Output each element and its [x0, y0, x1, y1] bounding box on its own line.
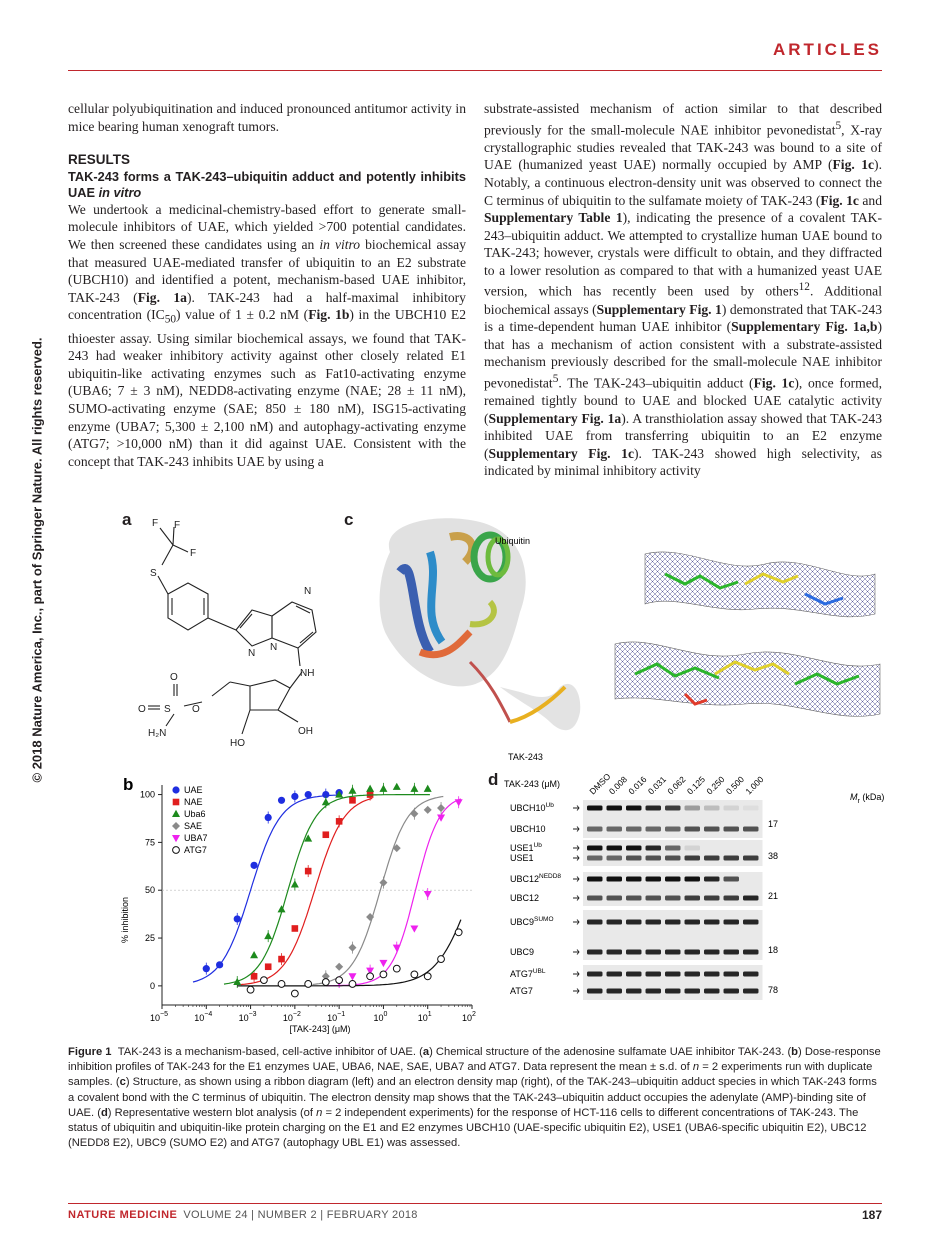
- atom-ho: HO: [230, 738, 245, 749]
- footer-rule: [68, 1203, 882, 1204]
- data-point: [278, 956, 285, 963]
- data-point: [292, 925, 299, 932]
- figure-caption: Figure 1 TAK-243 is a mechanism-based, cell-active inhibitor of UAE. (a) Chemical structure of the adenosine sulfamate UAE inhibitor TAK-243. (b) Dose-response inhibition profiles of TAK-243 for the E1 enzymes UAE, UBA6, NAE, SAE, UBA7 and ATG7. Data represent the mean ± s.d. of n = 2 experiments run with duplicate samples. (c) Structure, as shown using a ribbon diagram (left) and an electron density map (right), of the TAK-243–ubiquitin adduct species in which TAK-243 forms a covalent bond with the C terminus of ubiquitin. The electron density map shows that the TAK-243–ubiquitin adduct occupies the adenylate (AMP)-binding site of UAE. (d) Representative western blot analysis (of n = 2 independent experiments) for the response of HCT-116 cells to different concentrations of TAK-243. The status of ubiquitin and ubiquitin-like protein charging on the E1 and E2 enzymes UBCH10 (UAE-specific ubiquitin E2), USE1 (UBA6-specific ubiquitin E2), UBC12 (NEDD8 E2), UBC9 (SUMO E2) and ATG7 (autophagy UBL E1) was assessed.: [68, 1046, 881, 1150]
- data-point: [247, 986, 254, 993]
- data-point: [380, 971, 387, 978]
- left-column: [68, 100, 466, 470]
- band: [743, 827, 759, 832]
- western-blot: [500, 760, 885, 1000]
- band: [607, 920, 623, 925]
- band: [646, 856, 662, 861]
- data-point: [455, 799, 463, 806]
- arrow-icon: [573, 877, 579, 882]
- data-point: [393, 783, 401, 790]
- blot-row-label: $UBC9^{SUMO}$: [510, 916, 554, 927]
- header-rule: [68, 70, 882, 71]
- data-point: [305, 791, 312, 798]
- data-point: [173, 799, 180, 806]
- legend-item: [172, 809, 206, 819]
- atom-f1: F: [152, 518, 159, 529]
- data-point: [336, 818, 343, 825]
- panel-d-letter: d: [488, 770, 499, 789]
- blot-row-label: UBC12: [510, 893, 540, 903]
- atom-f2: F: [174, 520, 181, 531]
- blot-row-label: USE1: [510, 853, 534, 863]
- band: [724, 877, 740, 882]
- x-tick-label: $10^0$: [373, 1011, 388, 1023]
- atom-n3: N: [270, 642, 278, 653]
- x-tick-label: $10^{-3}$: [238, 1011, 257, 1023]
- data-point: [234, 915, 241, 922]
- data-point: [323, 831, 330, 838]
- journal-name: NATURE MEDICINE: [68, 1209, 178, 1221]
- data-point: [265, 814, 272, 821]
- legend-label: UBA7: [184, 833, 208, 843]
- lane-label: DMSO: [587, 771, 613, 797]
- subheading-italic: in vitro: [95, 184, 142, 200]
- atom-n1: N: [304, 586, 312, 597]
- arrow-icon: [573, 989, 579, 994]
- mw-marker: 38: [768, 851, 779, 861]
- data-point: [410, 785, 418, 792]
- legend-label: Uba6: [184, 809, 206, 819]
- band: [685, 989, 701, 994]
- lane-label: 0.031: [645, 774, 668, 797]
- band: [665, 827, 681, 832]
- mw-marker: 18: [768, 945, 779, 955]
- results-heading: RESULTS: [68, 152, 131, 168]
- blot-row-label: ATG7: [510, 986, 533, 996]
- data-point: [336, 977, 343, 984]
- data-point: [322, 979, 329, 986]
- blot-panel: [583, 840, 763, 866]
- band: [704, 856, 720, 861]
- data-point: [305, 981, 312, 988]
- panel-a-letter: a: [122, 510, 132, 529]
- blot-row-label: UBC9: [510, 947, 535, 957]
- band: [665, 896, 681, 901]
- data-point: [305, 868, 312, 875]
- blot-panel: [583, 965, 763, 1000]
- band: [704, 896, 720, 901]
- band: [665, 806, 681, 811]
- dose-response-chart: [110, 770, 480, 1040]
- band: [724, 920, 740, 925]
- atom-nh: NH: [300, 668, 315, 679]
- atom-h2n: H₂N: [148, 728, 167, 739]
- band: [626, 827, 642, 832]
- data-point: [251, 973, 258, 980]
- arrow-icon: [573, 950, 579, 955]
- data-point: [265, 963, 272, 970]
- x-tick-label: $10^1$: [417, 1011, 432, 1023]
- data-point: [291, 793, 298, 800]
- arrow-icon: [573, 806, 579, 811]
- band: [607, 877, 623, 882]
- x-tick-label: $10^{-4}$: [194, 1011, 213, 1023]
- x-axis-label: [TAK-243] (μM): [289, 1024, 351, 1034]
- arrow-icon: [573, 920, 579, 925]
- band: [665, 920, 681, 925]
- data-point: [348, 973, 356, 980]
- band: [704, 806, 720, 811]
- legend-label: ATG7: [184, 845, 207, 855]
- arrow-icon: [573, 856, 579, 861]
- band: [665, 877, 681, 882]
- band: [607, 827, 623, 832]
- mw-marker: 17: [768, 819, 779, 829]
- band: [724, 896, 740, 901]
- band: [724, 806, 740, 811]
- data-point: [250, 951, 258, 958]
- page-number: 187: [861, 1208, 882, 1222]
- band: [704, 950, 720, 955]
- band: [743, 806, 759, 811]
- band: [685, 896, 701, 901]
- data-point: [379, 785, 387, 792]
- series-uae: [193, 789, 343, 982]
- band: [685, 972, 701, 977]
- data-point: [424, 785, 432, 792]
- band: [685, 846, 701, 851]
- data-point: [393, 965, 400, 972]
- band: [587, 896, 603, 901]
- lane-label: 0.250: [704, 774, 727, 797]
- section-header: ARTICLES: [773, 40, 882, 59]
- x-tick-label: $10^2$: [462, 1011, 476, 1023]
- band: [607, 972, 623, 977]
- band: [626, 920, 642, 925]
- data-point: [278, 905, 286, 912]
- band: [685, 806, 701, 811]
- atom-o2: O: [138, 704, 146, 715]
- band: [665, 950, 681, 955]
- y-tick-label: 0: [149, 980, 155, 991]
- band: [665, 856, 681, 861]
- data-point: [172, 835, 180, 842]
- arrow-icon: [573, 827, 579, 832]
- panel-b-letter: b: [123, 775, 134, 794]
- data-point: [348, 944, 356, 952]
- x-tick-label: $10^{-5}$: [150, 1011, 168, 1023]
- band: [724, 989, 740, 994]
- legend-label: UAE: [184, 785, 203, 795]
- atom-s2: S: [164, 704, 171, 715]
- ubiquitin-label: Ubiquitin: [495, 536, 531, 546]
- band: [646, 806, 662, 811]
- band: [646, 896, 662, 901]
- data-point: [411, 971, 418, 978]
- band: [587, 856, 603, 861]
- band: [587, 920, 603, 925]
- mr-label: $M_r$ (kDa): [850, 792, 885, 805]
- band: [626, 972, 642, 977]
- data-point: [216, 961, 223, 968]
- data-point: [278, 981, 285, 988]
- caption-label: Figure 1: [68, 1046, 112, 1058]
- legend-item: [172, 833, 208, 843]
- subheading-text: TAK-243 forms a TAK-243–ubiquitin adduct and potently inhibits UAE: [68, 168, 466, 200]
- data-point: [264, 932, 272, 939]
- band: [724, 950, 740, 955]
- series-uba6: [224, 783, 432, 988]
- y-tick-label: 75: [144, 837, 155, 848]
- data-point: [172, 786, 179, 793]
- right-paragraph: substrate-assisted mechanism of action similar to that described previously for the small-molecule NAE inhibitor pevonedistat$^5$, X-ray crystallographic studies revealed that TAK-243 was bound to a site of UAE (humanized yeast UAE) normally occupied by AMP (Fig. 1c). Notably, a continuous electron-density unit was observed to connect the C terminus of ubiquitin to the sulfamate moiety of TAK-243 (Fig. 1c and Supplementary Table 1), indicating the presence of a covalent TAK-243–ubiquitin adduct. We attempted to crystallize human UAE bound to TAK-243; however, crystals were difficult to obtain, and they diffracted to a lower resolution as compared to that with a humanized yeast UAE version, which has recently been used by others$^{12}$. Additional biochemical assays (Supplementary Fig. 1) demonstrated that TAK-243 is a time-dependent human UAE inhibitor (Supplementary Fig. 1a,b) that has a mechanism of action consistent with a substrate-assisted mechanism previously described for the small-molecule NAE inhibitor pevonedistat$^5$. The TAK-243–ubiquitin adduct (Fig. 1c), once formed, remained tightly bound to UAE and blocked UAE catalytic activity (Supplementary Fig. 1a). A transthiolation assay showed that TAK-243 inhibited UAE from transferring ubiquitin to an E2 enzyme (Supplementary Fig. 1c). TAK-243 showed high selectivity, as indicated by minimal inhibitory activity: [484, 101, 883, 479]
- legend-label: SAE: [184, 821, 203, 831]
- band: [646, 950, 662, 955]
- band: [685, 920, 701, 925]
- series-atg7: [237, 920, 462, 997]
- data-point: [379, 960, 387, 967]
- band: [646, 989, 662, 994]
- data-point: [366, 785, 374, 792]
- data-point: [172, 822, 180, 830]
- chemical-structure: [130, 510, 345, 750]
- series-nae: [241, 789, 374, 985]
- band: [587, 972, 603, 977]
- conc-label: TAK-243 (μM): [504, 779, 561, 789]
- y-tick-label: 100: [139, 789, 155, 800]
- tak243-label: TAK-243: [508, 752, 543, 762]
- data-point: [291, 880, 299, 887]
- data-point: [455, 929, 462, 936]
- band: [626, 877, 642, 882]
- data-point: [424, 891, 432, 898]
- data-point: [367, 973, 374, 980]
- data-point: [203, 965, 210, 972]
- ribbon-diagram: [360, 512, 600, 767]
- mw-marker: 21: [768, 891, 779, 901]
- band: [724, 827, 740, 832]
- band: [607, 896, 623, 901]
- band: [626, 989, 642, 994]
- band: [587, 846, 603, 851]
- band: [685, 856, 701, 861]
- subheading: [68, 169, 466, 201]
- band: [704, 989, 720, 994]
- lane-label: 0.062: [665, 774, 688, 797]
- band: [685, 877, 701, 882]
- x-tick-label: $10^{-2}$: [282, 1011, 301, 1023]
- band: [626, 896, 642, 901]
- blot-row-label: $UBCH10^{Ub}$: [510, 802, 554, 813]
- lane-label: 0.008: [606, 774, 629, 797]
- band: [724, 972, 740, 977]
- atom-oh: OH: [298, 726, 313, 737]
- band: [626, 806, 642, 811]
- panel-c-letter: c: [344, 510, 354, 529]
- band: [743, 856, 759, 861]
- band: [743, 896, 759, 901]
- arrow-icon: [573, 972, 579, 977]
- band: [646, 972, 662, 977]
- band: [607, 989, 623, 994]
- fit-curve: [193, 795, 341, 982]
- blot-row-label: UBCH10: [510, 824, 546, 834]
- legend-item: [172, 821, 202, 831]
- blot-row-label: $USE1^{Ub}$: [510, 842, 542, 853]
- band: [665, 972, 681, 977]
- band: [626, 856, 642, 861]
- band: [607, 846, 623, 851]
- band: [704, 920, 720, 925]
- blot-row-label: $ATG7^{UBL}$: [510, 968, 546, 979]
- fit-curve: [241, 798, 372, 984]
- y-tick-label: 25: [144, 933, 155, 944]
- band: [607, 950, 623, 955]
- data-point: [424, 973, 431, 980]
- x-tick-label: $10^{-1}$: [327, 1011, 346, 1023]
- data-point: [393, 945, 401, 952]
- data-point: [349, 981, 356, 988]
- atom-s: S: [150, 568, 157, 579]
- band: [646, 877, 662, 882]
- data-point: [291, 990, 298, 997]
- data-point: [250, 862, 257, 869]
- electron-density-map: [605, 534, 883, 734]
- intro-paragraph: cellular polyubiquitination and induced pronounced antitumor activity in mice bearing human xenograft tumors.: [68, 101, 466, 134]
- band: [607, 806, 623, 811]
- band: [743, 920, 759, 925]
- arrow-icon: [573, 846, 579, 851]
- data-point: [348, 787, 356, 794]
- band: [743, 989, 759, 994]
- legend-item: [172, 785, 202, 795]
- band: [743, 972, 759, 977]
- legend-item: [173, 845, 207, 855]
- atom-n2: N: [248, 648, 256, 659]
- band: [587, 827, 603, 832]
- right-column: [484, 100, 882, 480]
- y-axis-label: % inhibition: [120, 896, 130, 944]
- lane-label: 0.016: [626, 774, 649, 797]
- atom-o3: O: [192, 704, 200, 715]
- y-tick-label: 50: [144, 885, 155, 896]
- band: [685, 950, 701, 955]
- band: [665, 846, 681, 851]
- lane-label: 0.125: [684, 774, 707, 797]
- atom-o1: O: [170, 672, 178, 683]
- data-point: [261, 977, 268, 984]
- band: [646, 827, 662, 832]
- arrow-icon: [573, 896, 579, 901]
- band: [587, 806, 603, 811]
- band: [646, 846, 662, 851]
- lane-label: 0.500: [723, 774, 746, 797]
- blot-row-label: $UBC12^{NEDD8}$: [510, 873, 562, 884]
- band: [724, 856, 740, 861]
- results-paragraph: We undertook a medicinal-chemistry-based effort to generate small-molecule inhibitors of UAE, which yielded >700 potential candidates. We then screened these candidates using an in vitro biochemical assay that measured UAE-mediated transfer of ubiquitin to an E2 substrate (UBCH10) and identified a potent, mechanism-based UAE inhibitor, TAK-243 (Fig. 1a). TAK-243 had a half-maximal inhibitory concentration $(IC_{50})$ value of 1 ± 0.2 nM (Fig. 1b) in the UBCH10 E2 thioester assay. Using similar biochemical assays, we found that TAK-243 had weaker inhibitory activity against other closely related E1 ubiquitin-like activating enzymes such as Fat10-activating enzyme (UBA6; 7 ± 3 nM), NEDD8-activating enzyme (NAE; 28 ± 11 nM), SUMO-activating enzyme (SAE; 850 ± 180 nM), ISG15-activating enzyme (UBA7; 5,300 ± 2,100 nM) and autophagy-activating enzyme (ATG7; >10,000 nM) than it did against UAE. Consistent with the concept that TAK-243 inhibits UAE by using a: [68, 201, 466, 469]
- band: [665, 989, 681, 994]
- band: [685, 827, 701, 832]
- data-point: [172, 810, 180, 817]
- data-point: [335, 963, 343, 971]
- band: [587, 989, 603, 994]
- data-point: [322, 798, 330, 805]
- band: [743, 950, 759, 955]
- band: [704, 877, 720, 882]
- band: [607, 856, 623, 861]
- mw-marker: 78: [768, 985, 779, 995]
- data-point: [278, 797, 285, 804]
- band: [704, 972, 720, 977]
- lane-label: 1.000: [743, 774, 766, 797]
- data-point: [424, 806, 432, 814]
- data-point: [349, 797, 356, 804]
- copyright-sidebar: [27, 240, 47, 880]
- data-point: [410, 810, 418, 818]
- legend-label: NAE: [184, 797, 203, 807]
- band: [626, 846, 642, 851]
- band: [587, 950, 603, 955]
- copyright-text: © 2018 Nature America, Inc., part of Springer Nature. All rights reserved.: [29, 337, 45, 783]
- data-point: [173, 847, 180, 854]
- footer: [68, 1209, 418, 1221]
- atom-f3: F: [190, 548, 197, 559]
- data-point: [438, 956, 445, 963]
- volume-info: VOLUME 24 | NUMBER 2 | FEBRUARY 2018: [183, 1209, 418, 1221]
- legend-item: [173, 797, 203, 807]
- band: [646, 920, 662, 925]
- data-point: [379, 879, 387, 887]
- band: [587, 877, 603, 882]
- data-point: [410, 925, 418, 932]
- band: [626, 950, 642, 955]
- band: [704, 827, 720, 832]
